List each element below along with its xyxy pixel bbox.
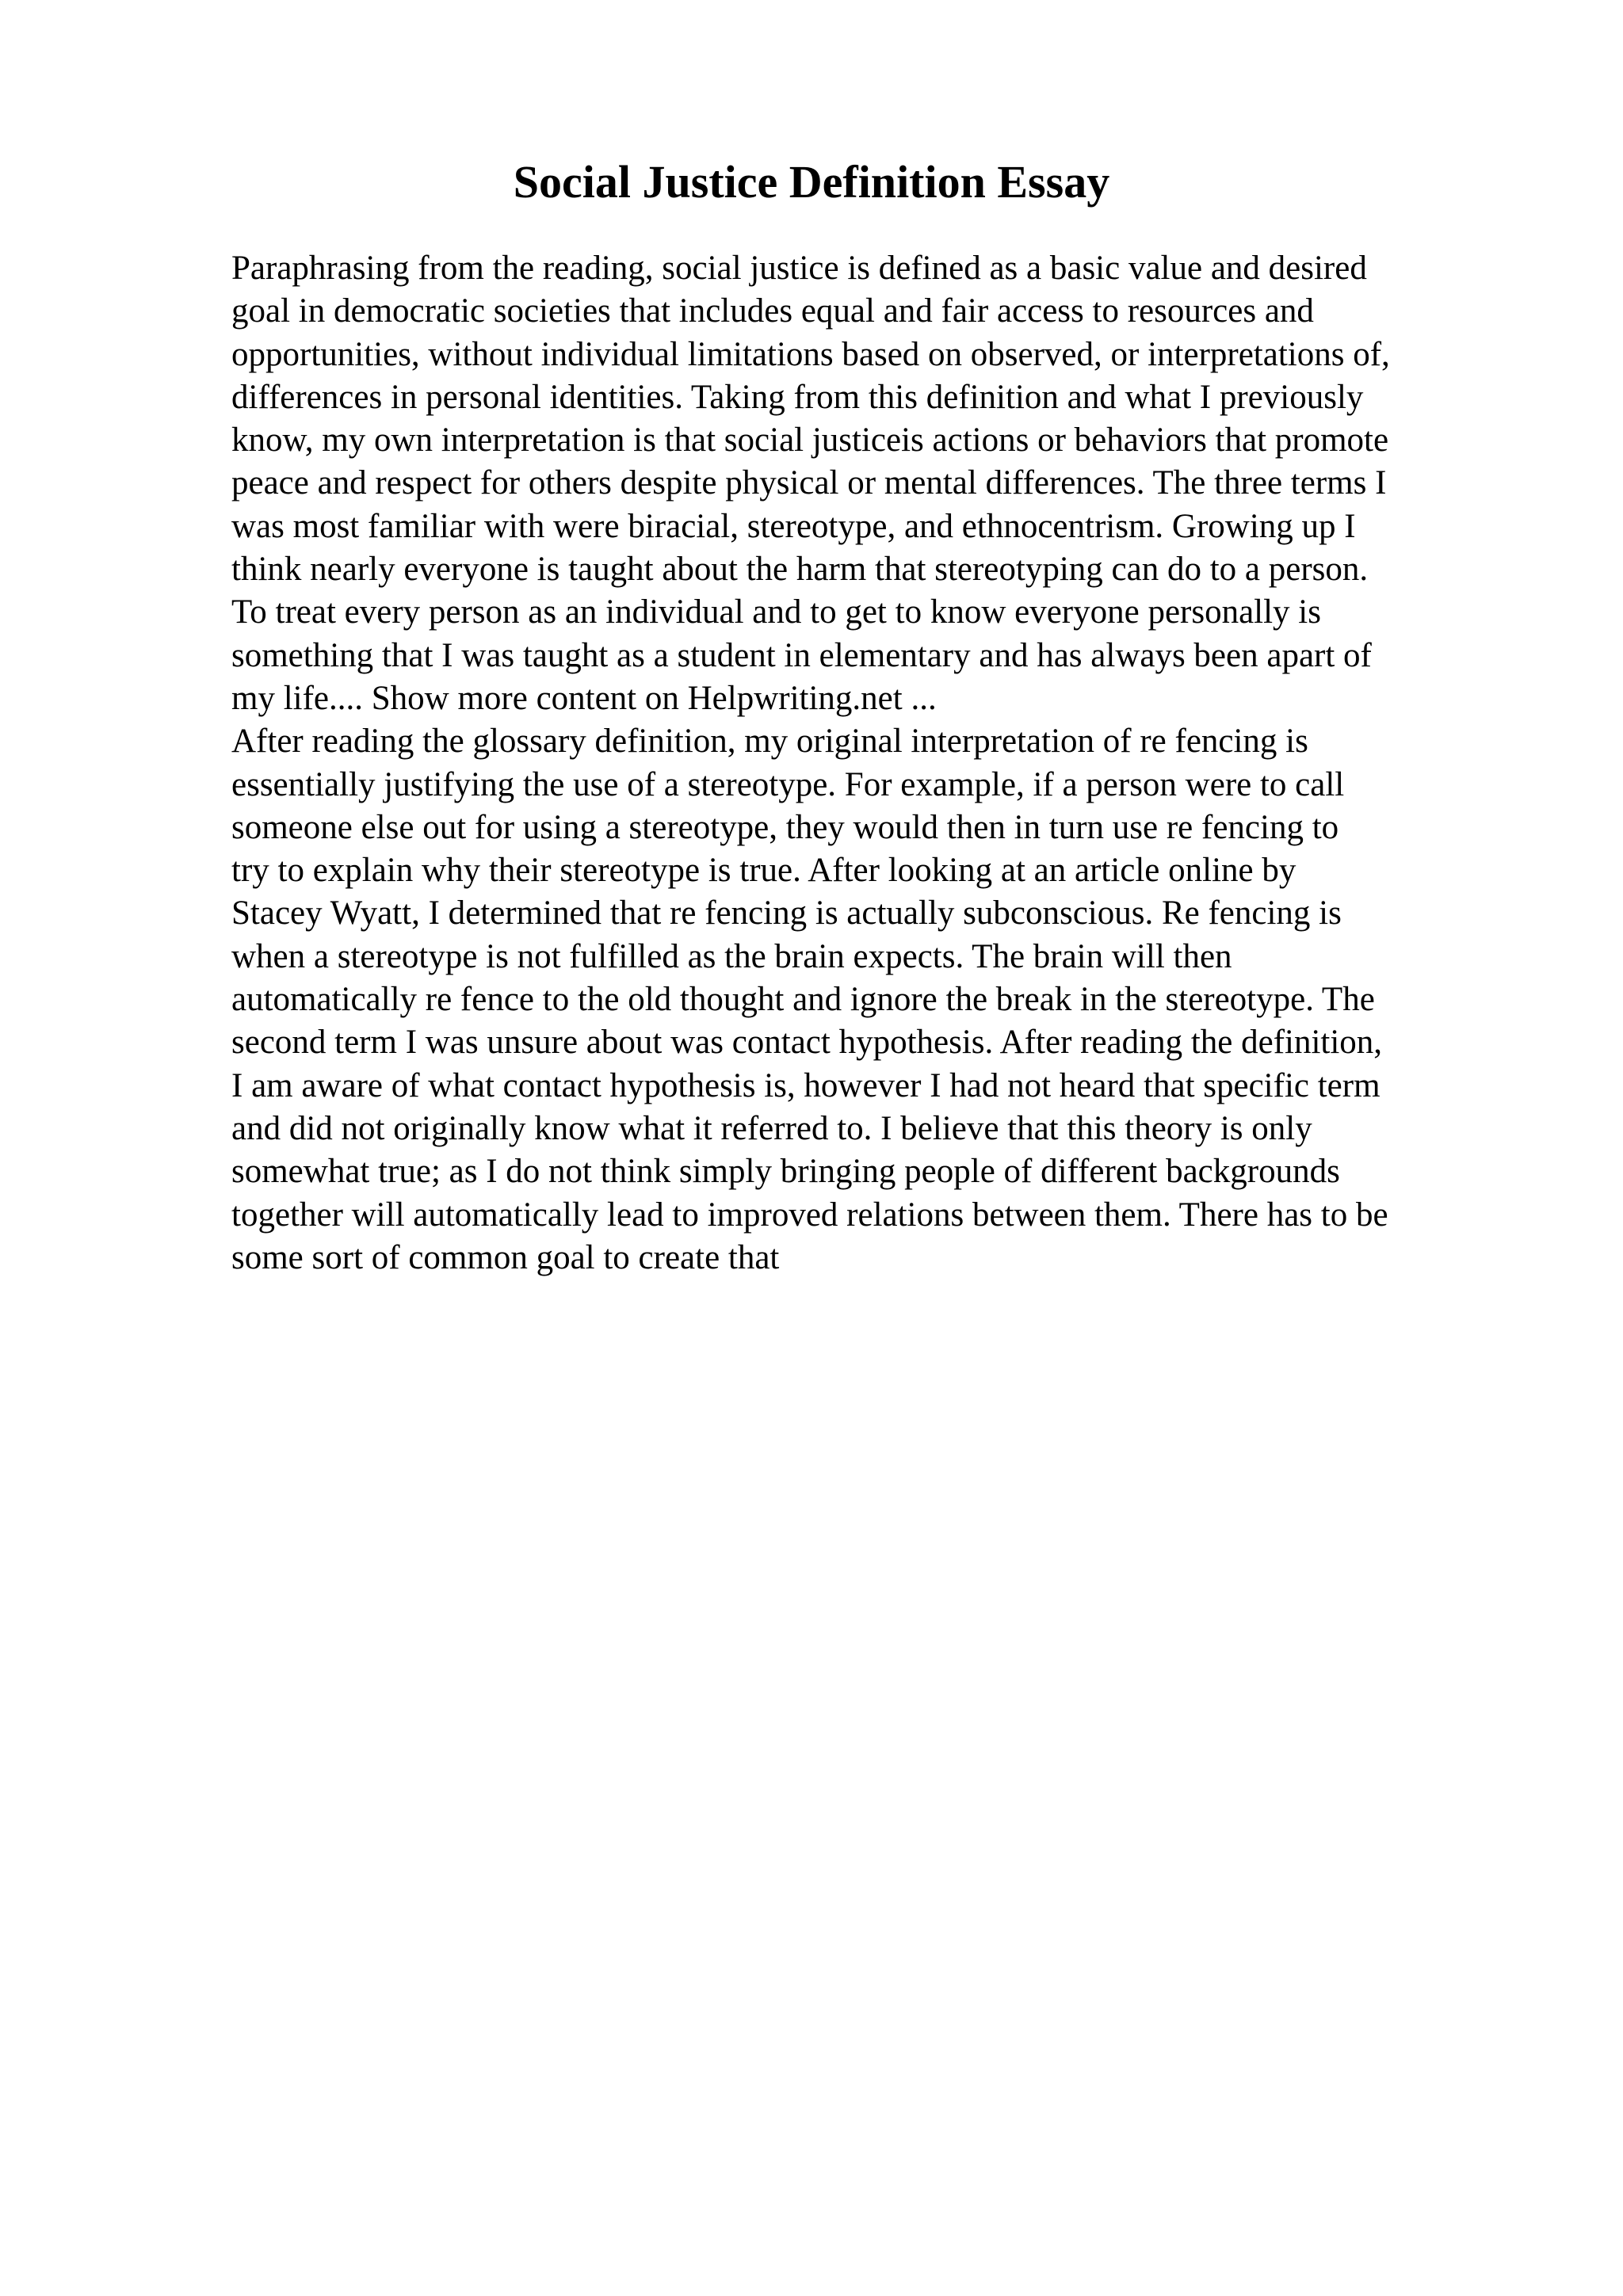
essay-body — [231, 247, 1515, 1280]
text-line: try to explain why their stereotype is true. After looking at an article online by — [231, 852, 1296, 890]
text-line: my life.... Show more content on Helpwriting.net ... — [231, 679, 937, 717]
text-line: To treat every person as an individual and to get to know everyone personally is — [231, 593, 1321, 631]
text-line: I am aware of what contact hypothesis is, however I had not heard that specific term — [231, 1066, 1381, 1104]
text-line: goal in democratic societies that includes equal and fair access to resources and — [231, 292, 1314, 330]
document-title: Social Justice Definition Essay — [513, 156, 1110, 208]
text-line: know, my own interpretation is that social justiceis actions or behaviors that promote — [231, 421, 1389, 460]
text-line: someone else out for using a stereotype, they would then in turn use re fencing to — [231, 808, 1339, 846]
text-line: opportunities, without individual limitations based on observed, or interpretations of, — [231, 335, 1390, 373]
text-line: Paraphrasing from the reading, social justice is defined as a basic value and desired — [231, 250, 1367, 287]
text-line: think nearly everyone is taught about the harm that stereotyping can do to a person. — [231, 551, 1369, 589]
text-line: After reading the glossary definition, my original interpretation of re fencing is — [231, 723, 1308, 761]
text-line: something that I was taught as a student in elementary and has always been apart of — [231, 636, 1372, 674]
text-line: essentially justifying the use of a stereotype. For example, if a person were to call — [231, 765, 1345, 803]
text-line: was most familiar with were biracial, stereotype, and ethnocentrism. Growing up I — [231, 507, 1356, 545]
text-line: automatically re fence to the old thought and ignore the break in the stereotype. The — [231, 981, 1375, 1019]
text-line: Stacey Wyatt, I determined that re fencing is actually subconscious. Re fencing is — [231, 894, 1342, 933]
text-line: together will automatically lead to improved relations between them. There has to be — [231, 1196, 1388, 1234]
text-line: second term I was unsure about was contact hypothesis. After reading the definition, — [231, 1024, 1383, 1062]
text-line: and did not originally know what it referred to. I believe that this theory is only — [231, 1109, 1312, 1147]
text-line: peace and respect for others despite physical or mental differences. The three terms I — [231, 464, 1387, 502]
text-line: somewhat true; as I do not think simply bringing people of different backgrounds — [231, 1153, 1340, 1191]
text-line: some sort of common goal to create that — [231, 1238, 780, 1276]
text-line: when a stereotype is not fulfilled as the brain expects. The brain will then — [231, 937, 1232, 975]
text-line: differences in personal identities. Taking from this definition and what I previously — [231, 378, 1364, 416]
